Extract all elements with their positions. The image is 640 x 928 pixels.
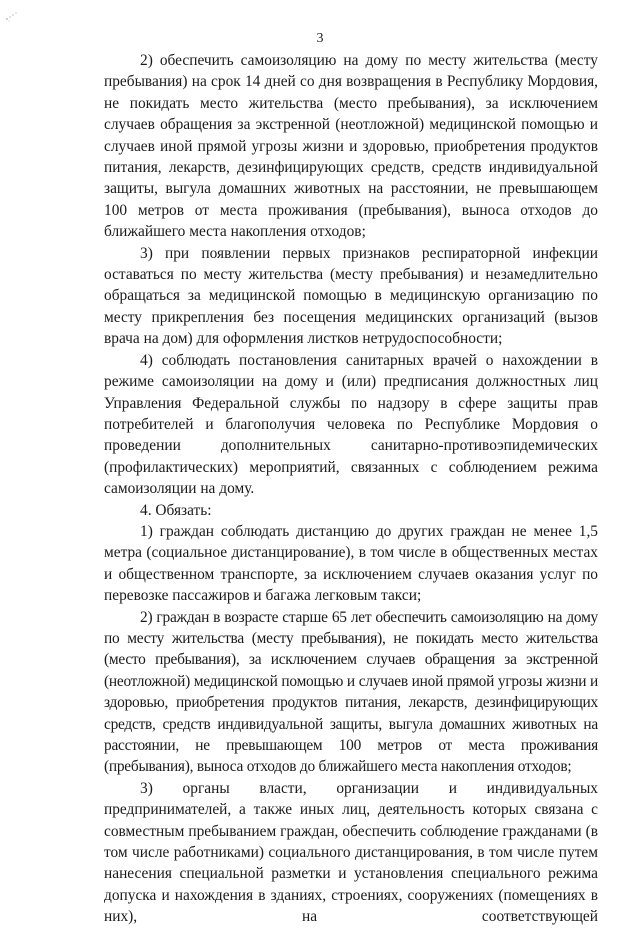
paragraph-elderly-self-isolation: 2) граждан в возрасте старше 65 лет обеспечить самоизоляцию на дому по месту жительства (месту пребывания), не покидать место жительства (место пребывания), за исключением случаев обращения за экстренной (неотложной) медицинской помощью и случаев иной прямой угрозы жизни и здоровью, приобретения продуктов питания, лекарств, дезинфицирующих средств, средств индивидуальной защиты, выгула домашних животных на расстоянии, не превышающем 100 метров от места проживания (пребывания), выноса отходов до ближайшего места накопления отходов;	[104, 608, 598, 776]
page-number: 3	[316, 31, 324, 46]
section-heading-obligate: 4. Обязать:	[140, 501, 212, 519]
paragraph-authorities-obligations: 3) органы власти, организации и индивидуальных предпринимателей, а также иных лиц, деятельность которых связана с совместным пребыванием граждан, обеспечить соблюдение гражданами (в том числе работниками) социального дистанцирования, в том числе путем нанесения специальной разметки и установления специального режима допуска и нахождения в зданиях, строениях, сооружениях (помещениях в них), на соответствующей	[104, 779, 598, 926]
scan-mark	[4, 10, 20, 24]
paragraph-self-isolation-returnees: 2) обеспечить самоизоляцию на дому по месту жительства (месту пребывания) на срок 14 дней со дня возвращения в Республику Мордовия, не покидать место жительства (место пребывания), за исключением случаев обращения за экстренной (неотложной) медицинской помощью и случаев иной прямой угрозы жизни и здоровью, приобретения продуктов питания, лекарств, дезинфицирующих средств, средств индивидуальной защиты, выгула домашних животных на расстоянии, не превышающем 100 метров от места проживания (пребывания), выноса отходов до ближайшего места накопления отходов;	[104, 52, 598, 241]
paragraph-social-distancing: 1) граждан соблюдать дистанцию до других граждан не менее 1,5 метра (социальное дистанцирование), в том числе в общественных местах и общественном транспорте, за исключением случаев оказания услуг по перевозке пассажиров и багажа легковым такси;	[104, 522, 598, 605]
paragraph-sanitary-orders: 4) соблюдать постановления санитарных врачей о нахождении в режиме самоизоляции на дому и (или) предписания должностных лиц Управления Федеральной службы по надзору в сфере защиты прав потребителей и благополучия человека по Республике Мордовия о проведении дополнительных санитарно-противоэпидемических (профилактических) мероприятий, связанных с соблюдением режима самоизоляции на дому.	[104, 351, 598, 498]
document-body	[104, 50, 598, 928]
paragraph-respiratory-symptoms: 3) при появлении первых признаков респираторной инфекции оставаться по месту жительства (месту пребывания) и незамедлительно обращаться за медицинской помощью в медицинскую организацию по месту прикрепления без посещения медицинских организаций (вызов врача на дом) для оформления листков нетрудоспособности;	[104, 244, 598, 348]
